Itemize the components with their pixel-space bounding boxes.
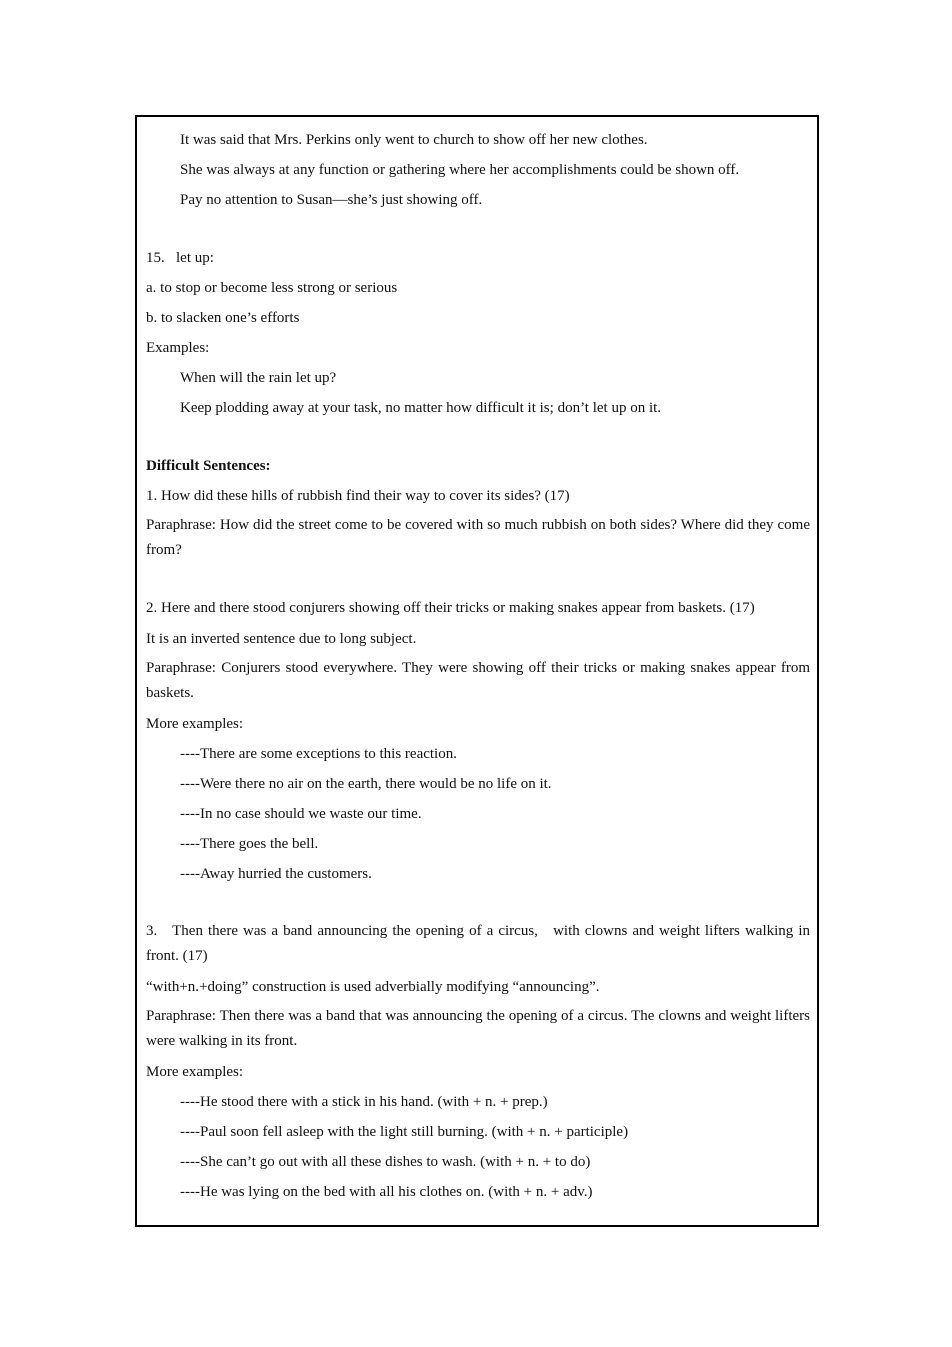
definition-b: b. to slacken one’s efforts [146, 310, 300, 326]
paraphrase-1: Paraphrase: How did the street come to be covered with so much rubbish on both sides? Where did they come from? [146, 517, 810, 558]
paraphrase-2: Paraphrase: Conjurers stood everywhere. They were showing off their tricks or making snakes appear from baskets. [146, 660, 810, 701]
note-3: “with+n.+doing” construction is used adverbially modifying “announcing”. [146, 979, 600, 995]
entry-heading-let-up: 15. let up: [146, 250, 214, 266]
more-example: ----In no case should we waste our time. [180, 806, 422, 822]
more-example: ----He stood there with a stick in his hand. (with + n. + prep.) [180, 1094, 548, 1110]
more-example: ----Were there no air on the earth, there would be no life on it. [180, 776, 552, 792]
more-example: ----There goes the bell. [180, 836, 319, 852]
example-sentence: When will the rain let up? [180, 370, 337, 386]
example-sentence: She was always at any function or gathering where her accomplishments could be shown off. [180, 162, 740, 178]
paraphrase-3: Paraphrase: Then there was a band that was announcing the opening of a circus. The clowns and weight lifters were walking in its front. [146, 1008, 810, 1049]
more-example: ----He was lying on the bed with all his clothes on. (with + n. + adv.) [180, 1184, 593, 1200]
difficult-sentence-2: 2. Here and there stood conjurers showing off their tricks or making snakes appear from baskets. (17) [146, 600, 755, 616]
definition-a: a. to stop or become less strong or serious [146, 280, 398, 296]
more-examples-label: More examples: [146, 1064, 244, 1080]
example-sentence: Keep plodding away at your task, no matter how difficult it is; don’t let up on it. [180, 400, 662, 416]
example-sentence: It was said that Mrs. Perkins only went to church to show off her new clothes. [180, 132, 648, 148]
note-2: It is an inverted sentence due to long subject. [146, 631, 417, 647]
content-box [135, 115, 819, 1227]
examples-label: Examples: [146, 340, 210, 356]
more-example: ----She can’t go out with all these dishes to wash. (with + n. + to do) [180, 1154, 591, 1170]
example-sentence: Pay no attention to Susan—she’s just showing off. [180, 192, 483, 208]
more-example: ----Away hurried the customers. [180, 866, 372, 882]
more-examples-label: More examples: [146, 716, 244, 732]
difficult-sentence-3: 3. Then there was a band announcing the opening of a circus, with clowns and weight lifters walking in front. (17) [146, 923, 814, 964]
document-body [146, 125, 814, 1207]
more-example: ----Paul soon fell asleep with the light still burning. (with + n. + participle) [180, 1124, 629, 1140]
section-heading-difficult-sentences: Difficult Sentences: [146, 458, 271, 474]
more-example: ----There are some exceptions to this reaction. [180, 746, 457, 762]
difficult-sentence-1: 1. How did these hills of rubbish find their way to cover its sides? (17) [146, 488, 570, 504]
